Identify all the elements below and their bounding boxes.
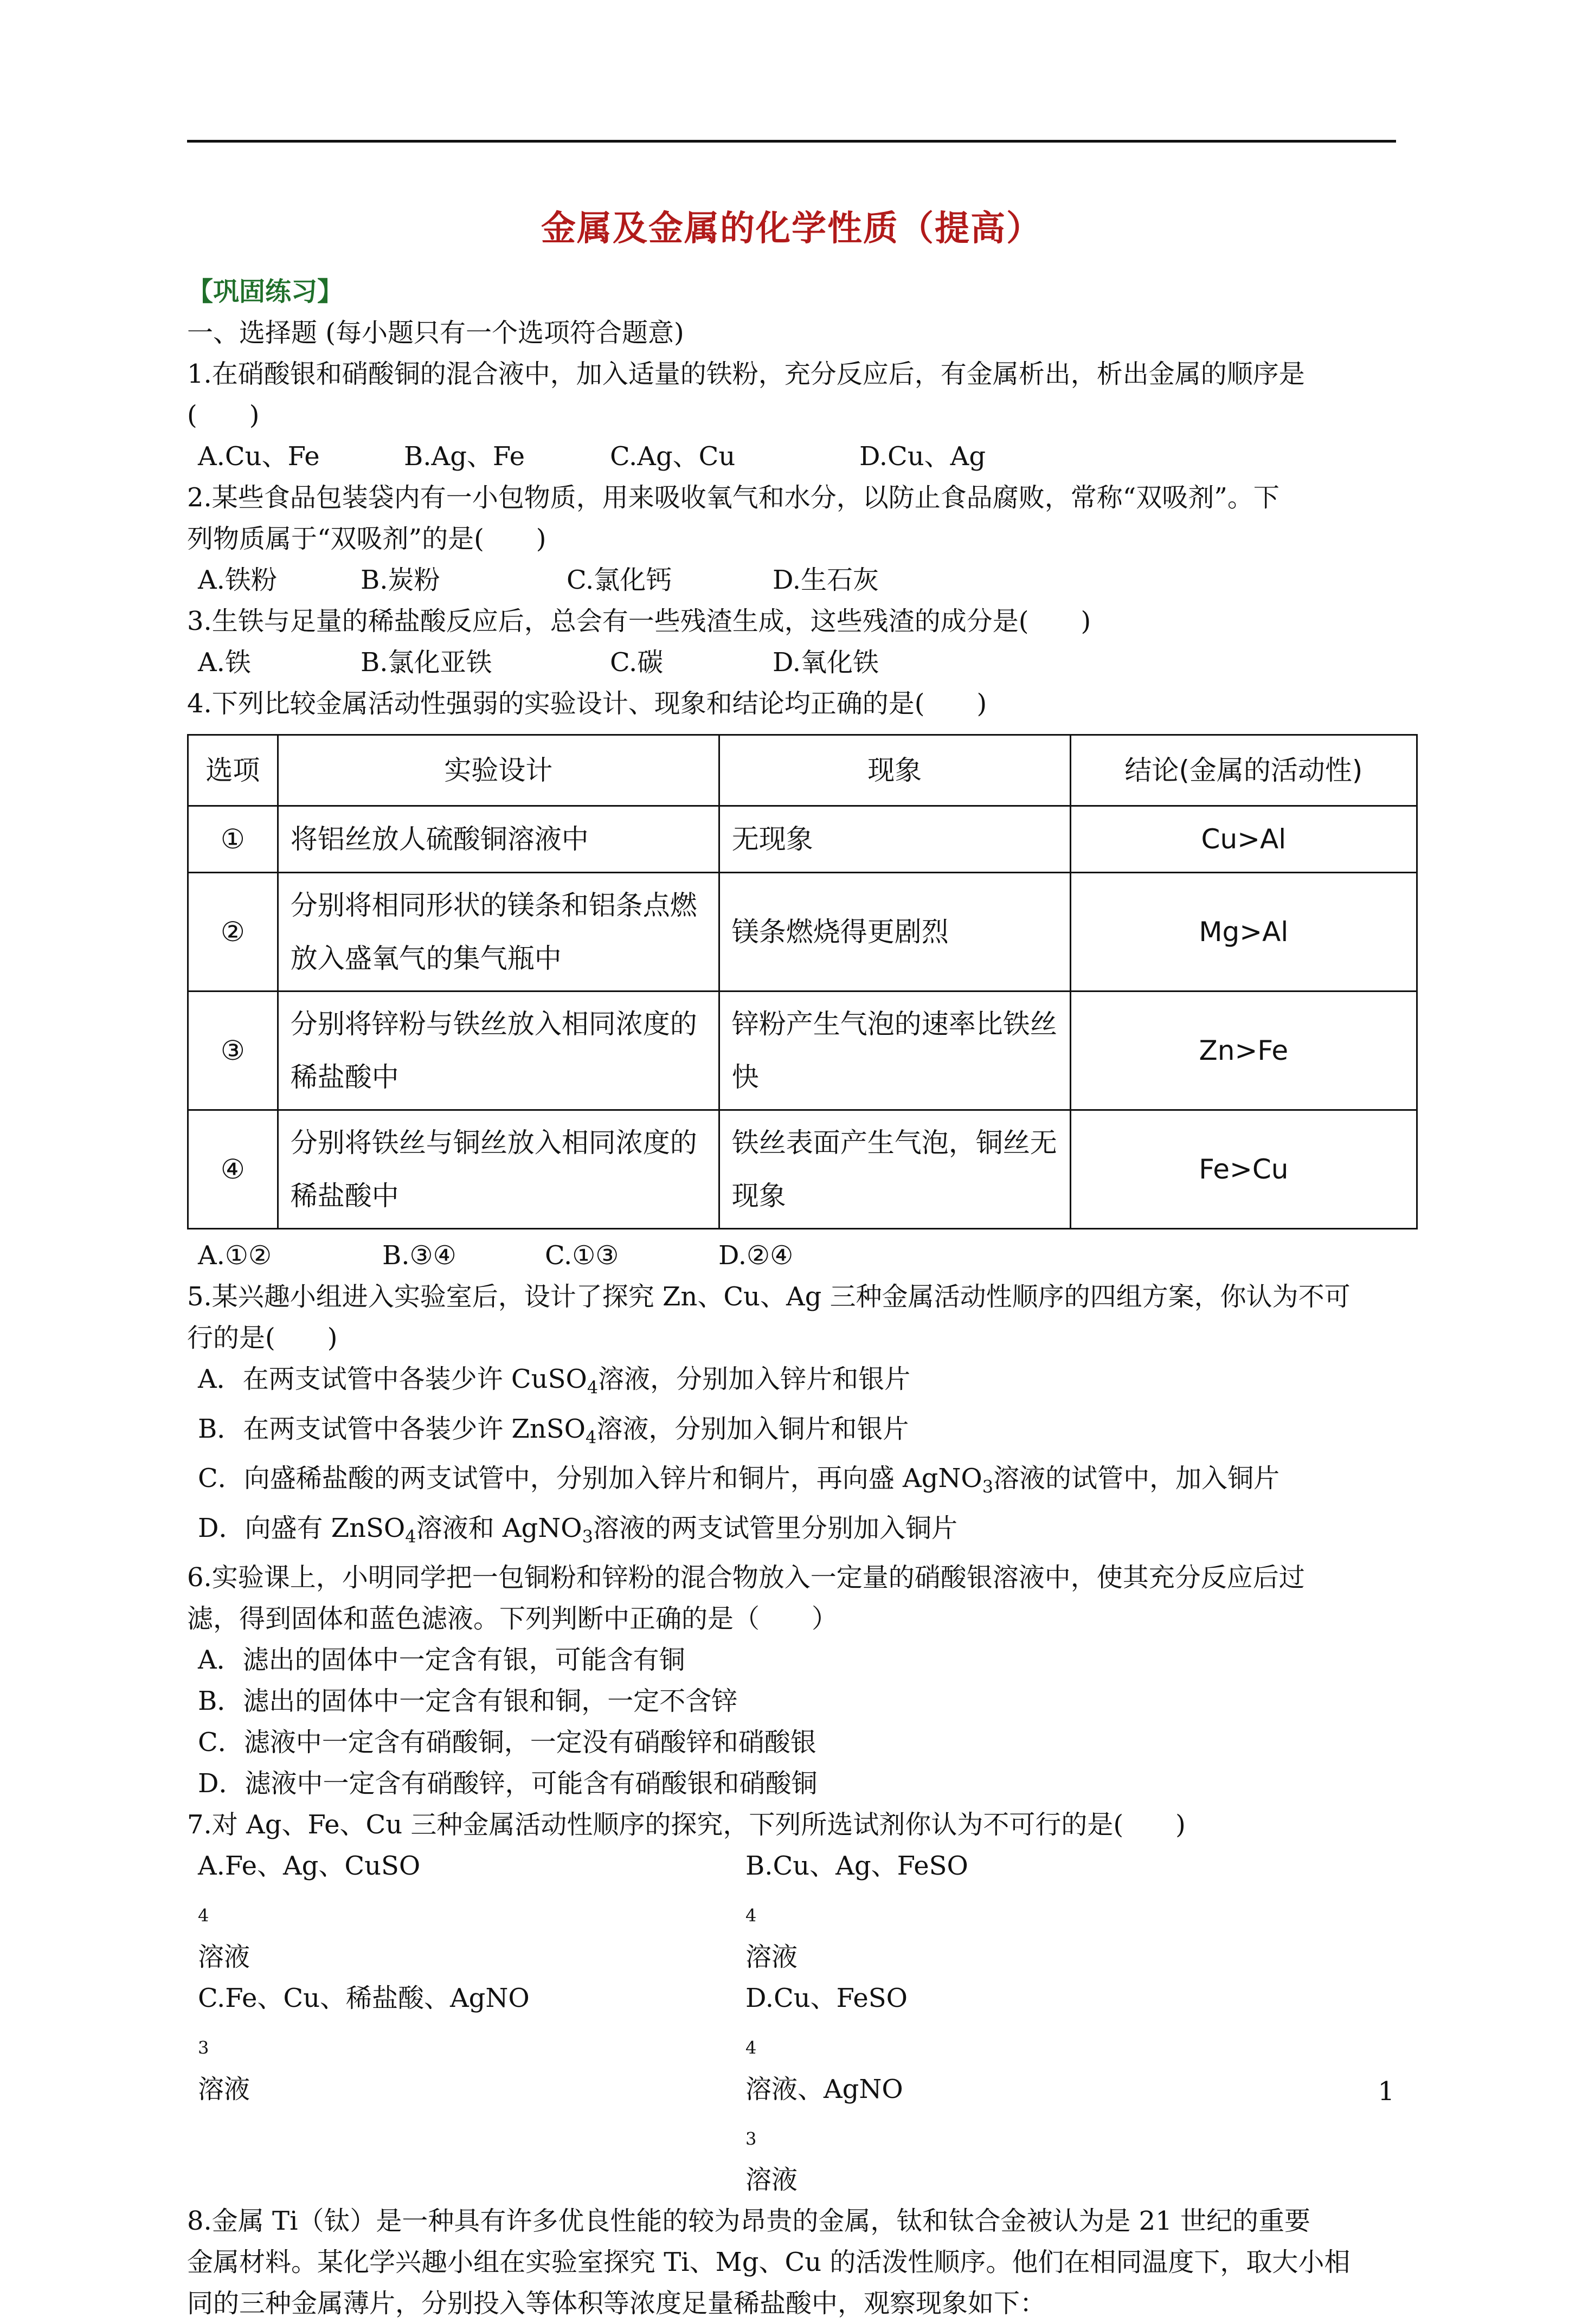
table-cell: ④ <box>188 1110 278 1229</box>
section-tag: 【巩固练习】 <box>187 276 344 307</box>
table-header: 结论(金属的活动性) <box>1070 735 1417 806</box>
table-cell: Cu>Al <box>1070 806 1417 873</box>
option-d: D．滤液中一定含有硝酸锌，可能含有硝酸银和硝酸铜 <box>198 1768 818 1799</box>
table-cell: 锌粉产生气泡的速率比铁丝快 <box>719 992 1070 1110</box>
question-stem: 6.实验课上，小明同学把一包铜粉和锌粉的混合物放入一定量的硝酸银溶液中，使其充分反应后过 <box>187 1562 1305 1593</box>
page-title: 金属及金属的化学性质（提高） <box>541 208 1042 249</box>
header-rule <box>187 140 1396 143</box>
table-cell: ② <box>188 873 278 992</box>
question-options <box>187 1235 1396 1276</box>
question-stem: 7.对 Ag、Fe、Cu 三种金属活动性顺序的探究，下列所选试剂你认为不可行的是( ) <box>187 1810 1186 1840</box>
question-options <box>187 559 1396 601</box>
table-cell: 分别将锌粉与铁丝放入相同浓度的稀盐酸中 <box>278 992 719 1110</box>
question-stem: 金属材料。某化学兴趣小组在实验室探究 Ti、Mg、Cu 的活泼性顺序。他们在相同温度下，取大小相 <box>187 2247 1351 2278</box>
question-stem: 8.金属 Ti（钛）是一种具有许多优良性能的较为昂贵的金属，钛和钛合金被认为是 21 世纪的重要 <box>187 2206 1311 2237</box>
option-a: A．在两支试管中各装少许 CuSO$_4$溶液，分别加入锌片和银片 <box>198 1364 911 1398</box>
table-cell: ③ <box>188 992 278 1110</box>
question-stem: 同的三种金属薄片，分别投入等体积等浓度足量稀盐酸中，观察现象如下： <box>187 2288 1046 2319</box>
table-cell: 镁条燃烧得更剧烈 <box>719 873 1070 992</box>
table-cell: 无现象 <box>719 806 1070 873</box>
question-stem: 4.下列比较金属活动性强弱的实验设计、现象和结论均正确的是( ) <box>187 688 987 719</box>
option-d: D.氧化铁 <box>773 647 879 678</box>
document-body <box>187 271 1396 2324</box>
table-header-row <box>188 735 1417 806</box>
question-1 <box>187 353 1396 477</box>
question-3 <box>187 601 1396 683</box>
table-cell: Mg>Al <box>1070 873 1417 992</box>
table-cell: 将铝丝放人硫酸铜溶液中 <box>278 806 719 873</box>
question-stem: 滤，得到固体和蓝色滤液。下列判断中正确的是（ ） <box>187 1604 838 1634</box>
option-a: A.Cu、Fe <box>198 441 320 472</box>
question-8 <box>187 2200 1396 2324</box>
table-header: 现象 <box>719 735 1070 806</box>
table-cell: ① <box>188 806 278 873</box>
table-row <box>188 992 1417 1110</box>
table-cell: 分别将相同形状的镁条和铝条点燃放入盛氧气的集气瓶中 <box>278 873 719 992</box>
question-2 <box>187 477 1396 601</box>
option-c: C.碳 <box>610 647 664 678</box>
option-b: B．滤出的固体中一定含有银和铜，一定不含锌 <box>198 1686 738 1717</box>
question-5 <box>187 1276 1396 1557</box>
option-c: C.Ag、Cu <box>610 441 736 472</box>
option-d: D．向盛有 ZnSO$_4$溶液和 AgNO$_3$溶液的两支试管里分别加入铜片 <box>198 1512 957 1547</box>
question-stem: 列物质属于“双吸剂”的是( ) <box>187 524 546 554</box>
option-d: D.Cu、FeSO$_4$溶液、AgNO$_3$溶液 <box>745 1982 908 2196</box>
question-7 <box>187 1804 1396 2200</box>
option-b: B．在两支试管中各装少许 ZnSO$_4$溶液，分别加入铜片和银片 <box>198 1413 909 1448</box>
question-options <box>187 1845 1396 1978</box>
option-b: B.Ag、Fe <box>404 441 525 472</box>
table-cell: 分别将铁丝与铜丝放入相同浓度的稀盐酸中 <box>278 1110 719 1229</box>
option-a: A.①② <box>198 1240 272 1271</box>
option-a: A.Fe、Ag、CuSO$_4$溶液 <box>198 1851 421 1972</box>
option-d: D.生石灰 <box>773 565 879 595</box>
table-row <box>188 806 1417 873</box>
table-cell: Fe>Cu <box>1070 1110 1417 1229</box>
question-6 <box>187 1557 1396 1804</box>
option-c: C．向盛稀盐酸的两支试管中，分别加入锌片和铜片，再向盛 AgNO$_3$溶液的试管中，加入铜片 <box>198 1463 1280 1497</box>
question-options <box>187 642 1396 683</box>
question-stem: ( ) <box>187 400 260 430</box>
question-options <box>187 436 1396 477</box>
question-stem: 3.生铁与足量的稀盐酸反应后，总会有一些残渣生成，这些残渣的成分是( ) <box>187 606 1091 636</box>
part-heading: 一、选择题 (每小题只有一个选项符合题意) <box>187 318 684 348</box>
question-options <box>187 1978 1396 2200</box>
table-cell: Zn>Fe <box>1070 992 1417 1110</box>
option-b: B.③④ <box>382 1240 456 1271</box>
table-cell: 铁丝表面产生气泡，铜丝无现象 <box>719 1110 1070 1229</box>
option-a: A.铁 <box>198 647 251 678</box>
option-c: C.氯化钙 <box>567 565 672 595</box>
option-d: D.Cu、Ag <box>859 441 986 472</box>
option-a: A．滤出的固体中一定含有银，可能含有铜 <box>198 1645 685 1676</box>
option-c: C．滤液中一定含有硝酸铜，一定没有硝酸锌和硝酸银 <box>198 1727 816 1758</box>
page-number: 1 <box>1378 2076 1394 2107</box>
option-b: B.炭粉 <box>361 565 440 595</box>
question-stem: 2.某些食品包装袋内有一小包物质，用来吸收氧气和水分，以防止食品腐败，常称“双吸剂”。下 <box>187 482 1279 513</box>
table-row <box>188 1110 1417 1229</box>
question-stem: 行的是( ) <box>187 1323 338 1353</box>
option-d: D.②④ <box>718 1240 794 1271</box>
question-stem: 5.某兴趣小组进入实验室后，设计了探究 Zn、Cu、Ag 三种金属活动性顺序的四组方案，你认为不可 <box>187 1282 1351 1312</box>
table-row <box>188 873 1417 992</box>
table-header: 实验设计 <box>278 735 719 806</box>
option-b: B.氯化亚铁 <box>361 647 492 678</box>
option-c: C.Fe、Cu、稀盐酸、AgNO$_3$溶液 <box>198 1982 530 2104</box>
option-b: B.Cu、Ag、FeSO$_4$溶液 <box>745 1851 968 1972</box>
option-a: A.铁粉 <box>198 565 277 595</box>
option-c: C.①③ <box>545 1240 619 1271</box>
question-stem: 1.在硝酸银和硝酸铜的混合液中，加入适量的铁粉，充分反应后，有金属析出，析出金属的顺序是 <box>187 359 1305 389</box>
question-4 <box>187 683 1396 1276</box>
experiment-table <box>187 734 1418 1229</box>
table-header: 选项 <box>188 735 278 806</box>
